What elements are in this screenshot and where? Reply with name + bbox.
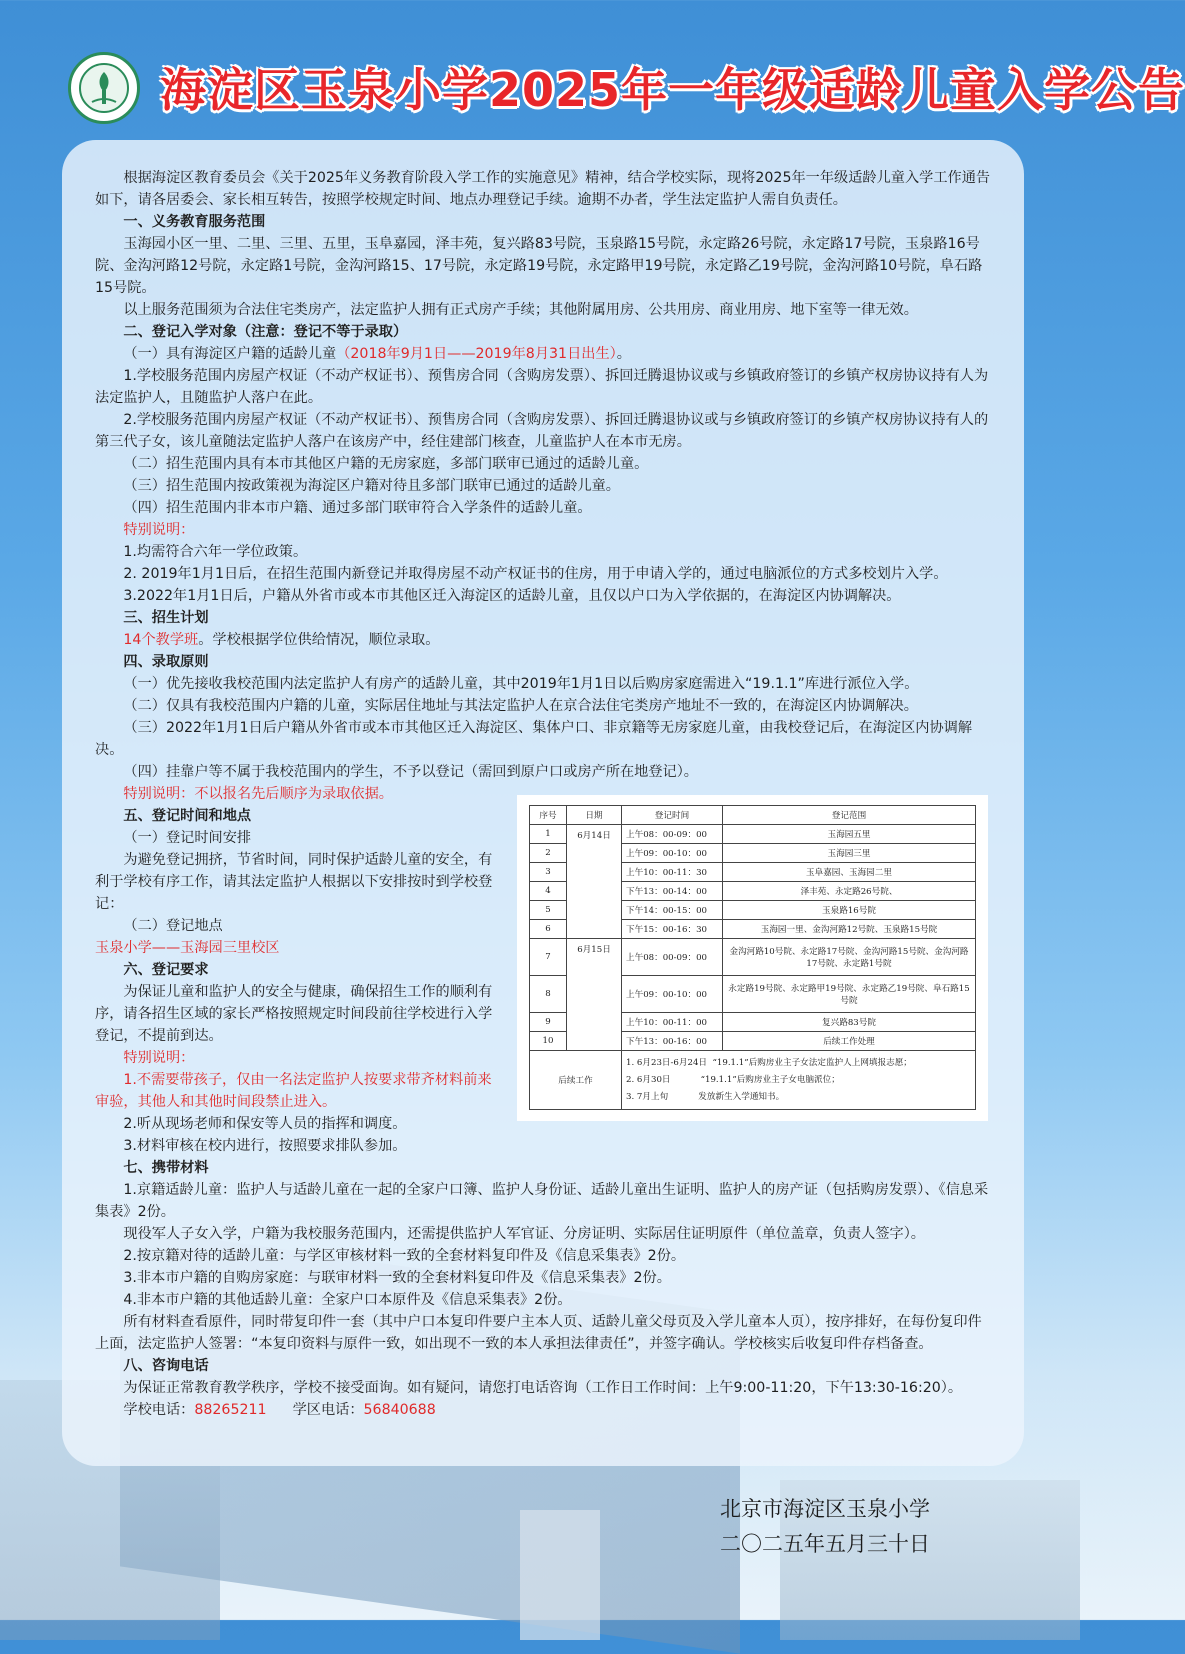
- signature-date: 二〇二五年五月三十日: [720, 1532, 930, 1556]
- section-4-text: （二）仅具有我校范围内户籍的儿童，实际居住地址与其法定监护人在京合法住宅类房产地址不一致的，在海淀区内协调解决。: [123, 698, 918, 714]
- district-phone-label: 学区电话：: [292, 1402, 364, 1418]
- table-row: [530, 825, 976, 844]
- row-number: 3: [530, 863, 567, 882]
- section-4-text: （一）优先接收我校范围内法定监护人有房产的适龄儿童，其中2019年1月1日以后购房家庭需进入“19.1.1”库进行派位入学。: [123, 676, 919, 692]
- followup-date: 2. 6月30日: [626, 1074, 671, 1085]
- class-count: 14个教学班: [123, 632, 199, 648]
- row-number: 7: [530, 939, 567, 976]
- range-cell: 金沟河路10号院、永定路17号院、金沟河路15号院、金沟河路17号院、永定路1号院: [723, 939, 976, 976]
- special-note: 特别说明：不以报名先后顺序为录取依据。: [123, 786, 393, 802]
- section-3-heading: 三、招生计划: [123, 610, 209, 626]
- announcement-body: [95, 167, 995, 1421]
- row-number: 8: [530, 976, 567, 1013]
- special-note: 3.2022年1月1日后，户籍从外省市或本市其他区迁入海淀区的适龄儿童，且仅以户口为入学依据的，在海淀区内协调解决。: [123, 588, 901, 604]
- section-7-text: 1.京籍适龄儿童：监护人与适龄儿童在一起的全家户口簿、监护人身份证、适龄儿童出生证明、监护人的房产证（包括购房发票）、《信息采集表》2份。: [95, 1182, 989, 1220]
- section-4-text: （三）2022年1月1日后户籍从外省市或本市其他区迁入海淀区、集体户口、非京籍等无房家庭儿童，由我校登记后，在海淀区内协调解决。: [95, 720, 973, 758]
- followup-desc: 发放新生入学通知书。: [698, 1091, 785, 1102]
- range-cell: 泽丰苑、永定路26号院、: [723, 882, 976, 901]
- section-2-text: 2.学校服务范围内房屋产权证（不动产权证书）、预售房合同（含购房发票）、拆回迁腾退协议或与乡镇政府签订的乡镇产权房协议持有人的第三代子女，该儿童随法定监护人落户在该房产中，经住建部门核查，儿童监护人在本市无房。: [95, 412, 989, 450]
- section-7-text: 3.非本市户籍的自购房家庭：与联审材料一致的全套材料复印件及《信息采集表》2份。: [123, 1270, 671, 1286]
- followup-date: 3. 7月上旬: [626, 1091, 669, 1102]
- special-note: 3.材料审核在校内进行，按照要求排队参加。: [123, 1138, 407, 1154]
- text-span: 。学校根据学位供给情况，顺位录取。: [198, 632, 440, 648]
- followup-desc: “19.1.1”后购房业主子女电脑派位；: [700, 1074, 840, 1085]
- followup-desc: “19.1.1”后购房业主子女法定监护人上网填报志愿；: [712, 1057, 912, 1068]
- section-7-text: 2.按京籍对待的适龄儿童：与学区审核材料一致的全套材料复印件及《信息采集表》2份。: [123, 1248, 686, 1264]
- followup-label: 后续工作: [530, 1051, 622, 1110]
- section-6-heading: 六、登记要求: [123, 962, 209, 978]
- special-note-label: 特别说明：: [123, 522, 195, 538]
- row-number: 1: [530, 825, 567, 844]
- section-2-text: [95, 343, 995, 365]
- time-cell: 上午10：00-11：30: [622, 863, 723, 882]
- row-number: 2: [530, 844, 567, 863]
- time-cell: 下午13：00-16：00: [622, 1032, 723, 1051]
- header: [0, 0, 1185, 150]
- intro-paragraph: 根据海淀区教育委员会《关于2025年义务教育阶段入学工作的实施意见》精神，结合学校实际，现将2025年一年级适龄儿童入学工作通告如下，请各居委会、家长相互转告，按照学校规定时间、地点办理登记手续。逾期不办者，学生法定监护人需自负责任。: [95, 170, 991, 208]
- date-cell: 6月14日: [567, 825, 622, 939]
- section-2-text: 1.学校服务范围内房屋产权证（不动产权证书）、预售房合同（含购房发票）、拆回迁腾退协议或与乡镇政府签订的乡镇产权房协议持有人为法定监护人，且随监护人落户在此。: [95, 368, 989, 406]
- page-title: 海淀区玉泉小学2025年一年级适龄儿童入学公告: [160, 63, 1185, 117]
- range-cell: 玉海园五里: [723, 825, 976, 844]
- section-5-heading: 五、登记时间和地点: [123, 808, 252, 824]
- range-cell: 后续工作处理: [723, 1032, 976, 1051]
- section-4-heading: 四、录取原则: [123, 654, 209, 670]
- date-cell: 6月15日: [567, 939, 622, 1051]
- followup-cell: [622, 1051, 976, 1110]
- section-7-text: 现役军人子女入学，户籍为我校服务范围内，还需提供监护人军官证、分房证明、实际居住证明原件（单位盖章，负责人签字）。: [123, 1226, 925, 1242]
- section-4-text: （四）挂靠户等不属于我校范围内的学生，不予以登记（需回到原户口或房产所在地登记）。: [123, 764, 698, 780]
- time-cell: 下午15：00-16：30: [622, 920, 723, 939]
- section-5-sub: （二）登记地点: [123, 918, 223, 934]
- time-cell: 下午14：00-15：00: [622, 901, 723, 920]
- followup-item: [626, 1055, 971, 1072]
- special-note: 2. 2019年1月1日后，在招生范围内新登记并取得房屋不动产权证书的住房，用于申请入学的，通过电脑派位的方式多校划片入学。: [123, 566, 948, 582]
- special-note: 2.听从现场老师和保安等人员的指挥和调度。: [123, 1116, 407, 1132]
- section-1-text: 玉海园小区一里、二里、三里、五里，玉阜嘉园，泽丰苑，复兴路83号院，玉泉路15号院，永定路26号院，永定路17号院，玉泉路16号院、金沟河路12号院，永定路1号院，金沟河路15、17号院，永定路19号院，永定路甲19号院，永定路乙19号院，金沟河路10号院，阜石路15号院。: [95, 236, 983, 296]
- row-number: 4: [530, 882, 567, 901]
- district-phone[interactable]: 56840688: [363, 1402, 436, 1418]
- section-7-text: 所有材料查看原件，同时带复印件一套（其中户口本复印件要户主本人页、适龄儿童父母页及入学儿童本人页），按序排好，在每份复印件上面，法定监护人签署：“本复印资料与原件一致，如出现不一致的本人承担法律责任”，并签字确认。学校核实后收复印件存档备查。: [95, 1314, 982, 1352]
- birth-range: （2018年9月1日——2019年8月31日出生）: [336, 346, 617, 362]
- special-note: 1.不需要带孩子，仅由一名法定监护人按要求带齐材料前来审验，其他人和其他时间段禁止进入。: [95, 1072, 492, 1110]
- row-number: 6: [530, 920, 567, 939]
- section-2-text: （二）招生范围内具有本市其他区户籍的无房家庭，多部门联审已通过的适龄儿童。: [123, 456, 649, 472]
- school-phone-label: 学校电话：: [123, 1402, 195, 1418]
- row-number: 9: [530, 1013, 567, 1032]
- followup-date: 1. 6月23日-6月24日: [626, 1057, 708, 1068]
- table-header: 序号: [530, 806, 567, 825]
- section-8-text: 为保证正常教育教学秩序，学校不接受面询。如有疑问，请您打电话咨询（工作日工作时间：上午9:00-11:20，下午13:30-16:20）。: [123, 1380, 963, 1396]
- range-cell: 复兴路83号院: [723, 1013, 976, 1032]
- school-emblem-icon: [68, 52, 140, 124]
- time-cell: 上午09：00-10：00: [622, 844, 723, 863]
- table-header: 日期: [567, 806, 622, 825]
- section-3-text: [95, 629, 995, 651]
- time-cell: 上午08：00-09：00: [622, 939, 723, 976]
- left-column: [95, 805, 505, 1157]
- registration-place: 玉泉小学——玉海园三里校区: [95, 940, 280, 956]
- time-cell: 上午09：00-10：00: [622, 976, 723, 1013]
- range-cell: 玉海园三里: [723, 844, 976, 863]
- special-note: 1.均需符合六年一学位政策。: [123, 544, 308, 560]
- signature-school: 北京市海淀区玉泉小学: [720, 1497, 930, 1521]
- section-5-text: 为避免登记拥挤，节省时间，同时保护适龄儿童的安全，有利于学校有序工作，请其法定监护人根据以下安排按时到学校登记：: [95, 852, 493, 912]
- followup-item: [626, 1072, 971, 1089]
- section-5-sub: （一）登记时间安排: [123, 830, 252, 846]
- section-1-text: 以上服务范围须为合法住宅类房产，法定监护人拥有正式房产手续；其他附属用房、公共用房、商业用房、地下室等一律无效。: [123, 302, 918, 318]
- table-row: [530, 939, 976, 976]
- time-cell: 下午13：00-14：00: [622, 882, 723, 901]
- signature-block: [720, 1492, 1020, 1562]
- section-2-text: （三）招生范围内按政策视为海淀区户籍对待且多部门联审已通过的适龄儿童。: [123, 478, 620, 494]
- range-cell: 永定路19号院、永定路甲19号院、永定路乙19号院、阜石路15号院: [723, 976, 976, 1013]
- section-1-heading: 一、义务教育服务范围: [123, 214, 266, 230]
- school-phone[interactable]: 88265211: [194, 1402, 267, 1418]
- time-cell: 上午10：00-11：00: [622, 1013, 723, 1032]
- section-2-heading: 二、登记入学对象（注意：登记不等于录取）: [123, 324, 408, 340]
- section-7-heading: 七、携带材料: [123, 1160, 209, 1176]
- row-number: 5: [530, 901, 567, 920]
- text-span: 。: [616, 346, 631, 362]
- row-number: 10: [530, 1032, 567, 1051]
- followup-item: [626, 1089, 971, 1106]
- section-7-text: 4.非本市户籍的其他适龄儿童：全家户口本原件及《信息采集表》2份。: [123, 1292, 572, 1308]
- section-6-text: 为保证儿童和监护人的安全与健康，确保招生工作的顺利有序，请各招生区域的家长严格按照规定时间段前往学校进行入学登记，不提前到达。: [95, 984, 493, 1044]
- special-note-label: 特别说明：: [123, 1050, 195, 1066]
- range-cell: 玉海园一里、金沟河路12号院、玉泉路15号院: [723, 920, 976, 939]
- section-8-heading: 八、咨询电话: [123, 1358, 209, 1374]
- table-header: 登记范围: [723, 806, 976, 825]
- phone-line: [95, 1399, 995, 1421]
- section-2-text: （四）招生范围内非本市户籍、通过多部门联审符合入学条件的适龄儿童。: [123, 500, 592, 516]
- schedule-table: [517, 795, 988, 1121]
- time-cell: 上午08：00-09：00: [622, 825, 723, 844]
- range-cell: 玉泉路16号院: [723, 901, 976, 920]
- range-cell: 玉阜嘉园、玉海园二里: [723, 863, 976, 882]
- text-span: （一）具有海淀区户籍的适龄儿童: [123, 346, 337, 362]
- table-row: [530, 1051, 976, 1110]
- table-header: 登记时间: [622, 806, 723, 825]
